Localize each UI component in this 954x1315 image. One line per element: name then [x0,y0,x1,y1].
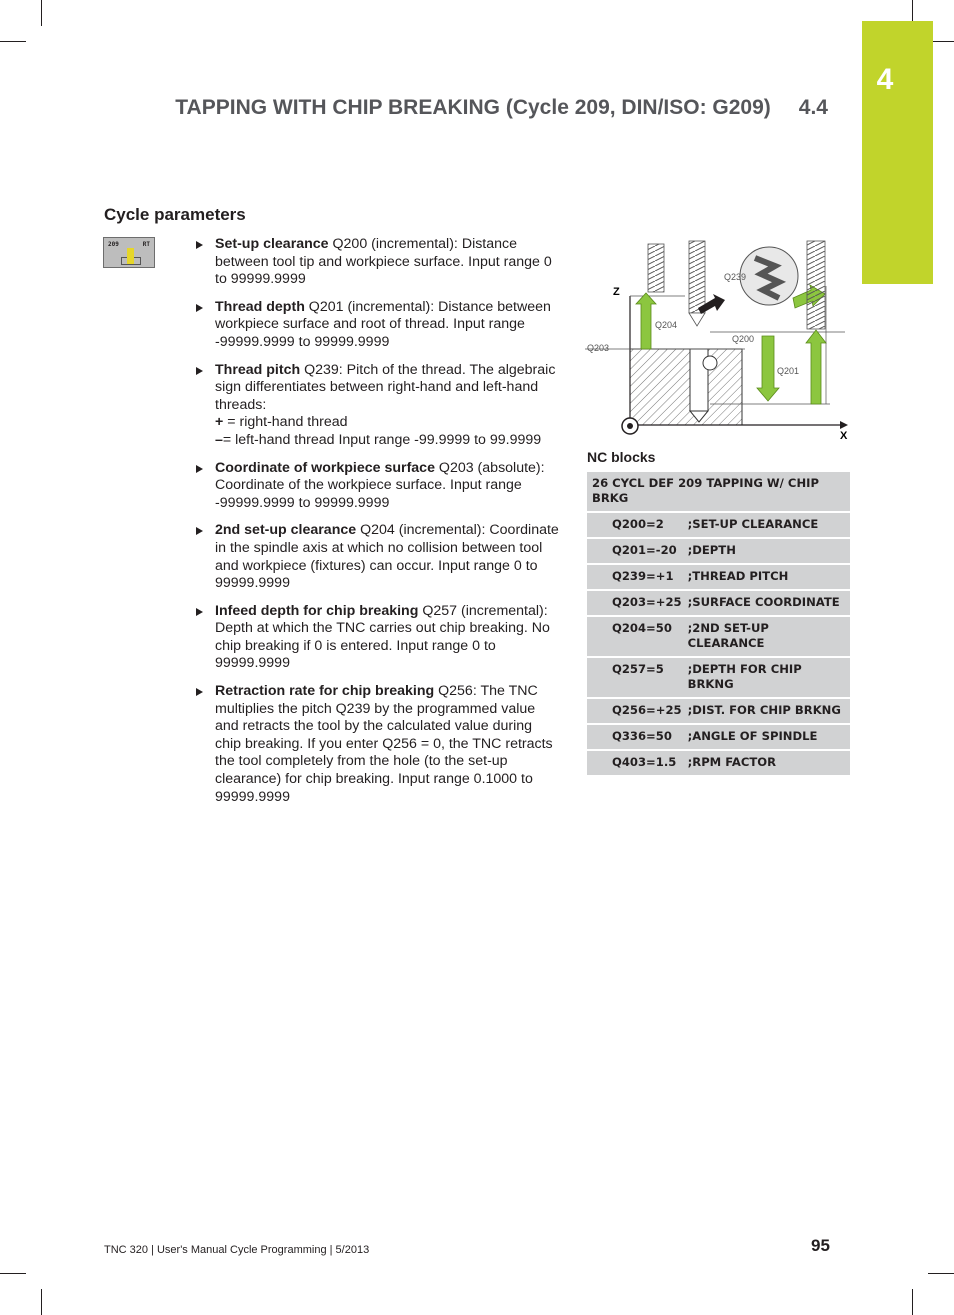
x-axis-arrow [840,421,848,429]
bullet-arrow-icon [196,527,203,535]
nc-code-cell: Q203=+25 [587,591,688,617]
minus-text: = left-hand thread Input range -99.9999 to 99.9999 [222,431,542,448]
nc-comment-cell: ;DEPTH [688,539,850,565]
table-row [587,539,850,565]
param-text: Q200 (incremental): Distance between tool tip and workpiece surface. Input range 0 to 99999.9999 [215,236,552,288]
softkey-tool-glyph [127,248,134,264]
param-name: Retraction rate for chip breaking [215,683,435,700]
table-row [587,591,850,617]
param-name: Set-up clearance [215,236,329,252]
crop-mark [41,0,42,26]
table-row [587,472,850,513]
cycle-diagram [585,236,853,446]
param-item [195,460,560,513]
crop-mark [41,1289,42,1315]
hole-top-marker [703,356,717,370]
tap-tool-2-tip [689,313,705,326]
table-row [587,617,850,658]
param-name: 2nd set-up clearance [215,522,357,539]
table-row [587,513,850,539]
chapter-number: 4 [876,63,894,96]
nc-comment-cell: ;2ND SET-UP CLEARANCE [688,617,850,658]
nc-code-cell: Q204=50 [587,617,688,658]
minus-sign: – [215,431,223,448]
param-item [195,603,560,673]
nc-comment-cell: ;DIST. FOR CHIP BRKNG [688,699,850,725]
softkey-right-label: RT [142,241,150,248]
section-heading: Cycle parameters [104,205,246,224]
header-title: TAPPING WITH CHIP BREAKING (Cycle 209, DIN/ISO: G209) [175,96,771,119]
param-item [195,522,560,592]
nc-code-cell: Q200=2 [587,513,688,539]
param-text: Q257 (incremental): Depth at which the TNC carries out chip breaking. No chip breaking if 0 is entered. Input range 0 to 99999.9999 [215,602,550,672]
nc-code-cell: Q201=-20 [587,539,688,565]
nc-comment-cell: ;THREAD PITCH [688,565,850,591]
param-item [195,362,560,450]
crop-mark [912,1289,913,1315]
nc-code-cell: Q403=1.5 [587,751,688,777]
bullet-arrow-icon [196,688,203,696]
q204-arrow [636,293,656,349]
param-item [195,236,560,289]
bullet-arrow-icon [196,304,203,312]
q204-label: Q204 [655,320,678,330]
crop-mark [928,1273,954,1274]
q201-label: Q201 [777,366,800,376]
tap-tool-1 [648,244,664,292]
tap-tool-2 [689,241,705,313]
plus-sign: + [215,414,224,431]
nc-code-cell: Q256=+25 [587,699,688,725]
bullet-arrow-icon [196,608,203,616]
cycle-softkey-icon [103,237,155,268]
param-item [195,683,560,806]
q200-label: Q200 [732,334,755,344]
param-name: Thread pitch [215,361,301,378]
crop-mark [0,41,26,42]
param-text: Q239: Pitch of the thread. The algebraic sign differentiates between right-hand and left-hand threads: [215,361,556,413]
tap-tool-3 [807,241,825,329]
x-axis-label: X [840,430,848,442]
crop-mark [0,1273,26,1274]
q203-label: Q203 [587,343,610,353]
chapter-tab [862,21,933,284]
nc-code-cell: Q257=5 [587,658,688,699]
table-row [587,658,850,699]
q239-label: Q239 [724,272,747,282]
q201-arrow [757,336,779,401]
table-row [587,699,850,725]
param-item [195,299,560,352]
param-name: Thread depth [215,298,305,315]
nc-comment-cell: ;RPM FACTOR [688,751,850,777]
bullet-arrow-icon [196,241,203,249]
nc-comment-cell: ;ANGLE OF SPINDLE [688,725,850,751]
table-row [587,565,850,591]
param-text: Q203 (absolute): Coordinate of the workpiece surface. Input range -99999.9999 to 99999.9999 [215,459,545,511]
z-axis-label: Z [613,286,620,298]
param-name: Coordinate of workpiece surface [215,459,435,476]
nc-code-cell: Q336=50 [587,725,688,751]
nc-header-cell: 26 CYCL DEF 209 TAPPING W/ CHIP BRKG [587,472,850,513]
param-text: Q256: The TNC multiplies the pitch Q239 by the programmed value and retracts the tool by the calculated value during chip breaking. If you enter Q256 = 0, the TNC retracts the tool completely from the hole (to the set-up clearance) for chip breaking. Input range 0.1000 to 99999.9999 [215,683,553,805]
bullet-arrow-icon [196,367,203,375]
nc-code-cell: Q239=+1 [587,565,688,591]
page-number: 95 [811,1236,830,1255]
param-text: Q201 (incremental): Distance between workpiece surface and root of thread. Input range -99999.9999 to 99999.9999 [215,298,551,350]
softkey-left-label: 209 [108,241,119,248]
origin-dot [627,423,633,429]
nc-comment-cell: ;SET-UP CLEARANCE [688,513,850,539]
nc-comment-cell: ;SURFACE COORDINATE [688,591,850,617]
nc-blocks-heading: NC blocks [587,449,656,465]
footer-text: TNC 320 | User's Manual Cycle Programming | 5/2013 [104,1244,370,1256]
parameter-list [195,236,560,816]
plus-text: = right-hand thread [223,414,348,431]
running-header [175,96,828,120]
param-name: Infeed depth for chip breaking [215,602,419,619]
q200-arrow [806,330,826,404]
bullet-arrow-icon [196,465,203,473]
table-row [587,751,850,777]
param-text: Q204 (incremental): Coordinate in the spindle axis at which no collision between tool and workpiece (fixtures) can occur. Input range 0 to 99999.9999 [215,522,559,592]
header-section-number: 4.4 [798,96,828,119]
nc-blocks-table [587,472,850,777]
workpiece [630,349,742,425]
table-row [587,725,850,751]
nc-comment-cell: ;DEPTH FOR CHIP BRKNG [688,658,850,699]
